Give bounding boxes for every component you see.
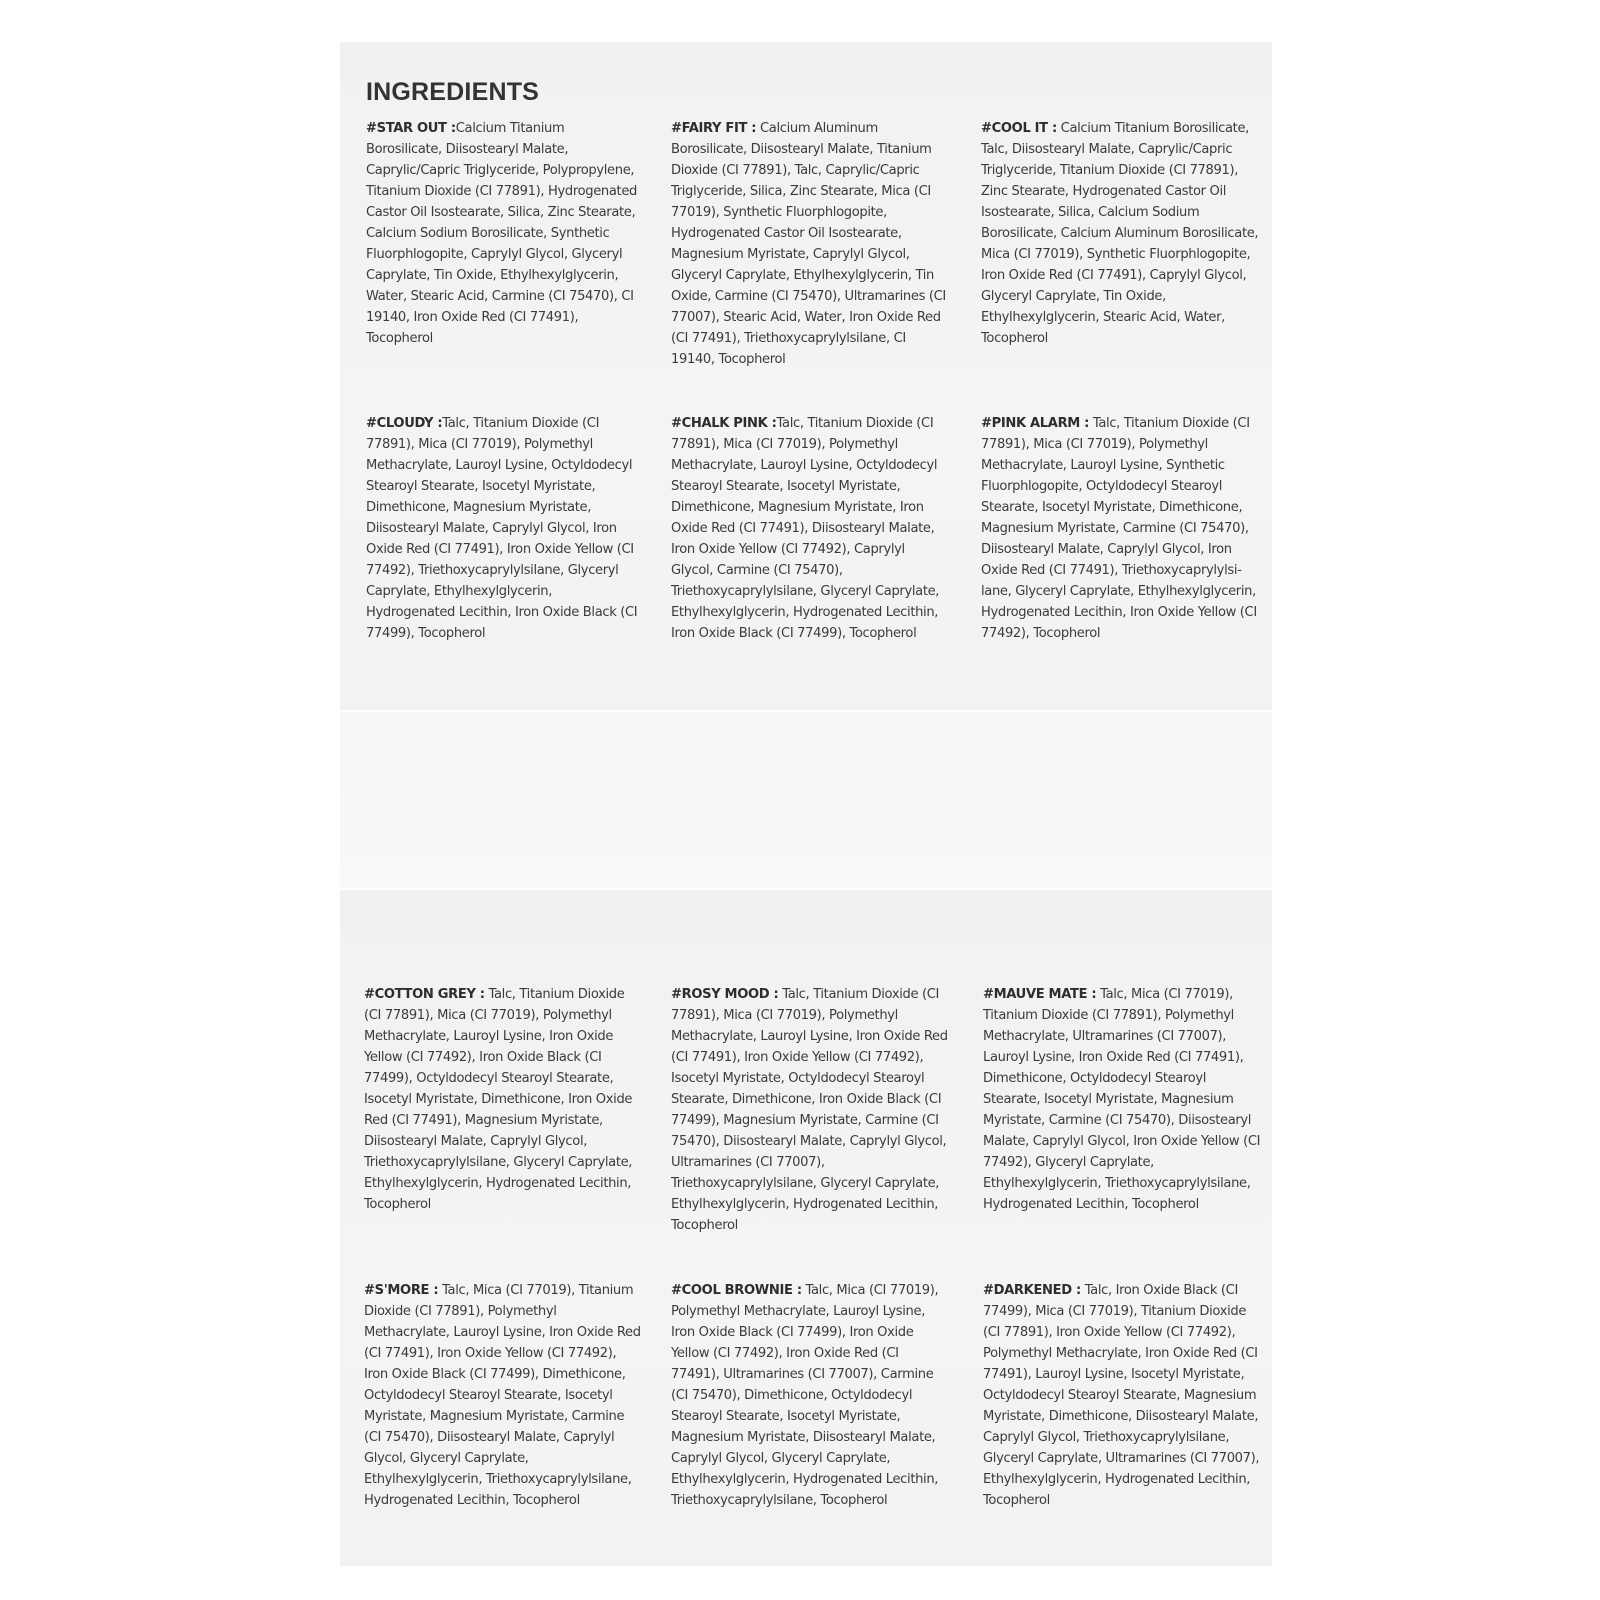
shade-name: #COOL IT : [981, 121, 1057, 136]
fold-line [338, 710, 1274, 712]
shade-entry-cool-it [981, 118, 1259, 349]
shade-entry-pink-alarm [981, 413, 1259, 644]
shade-name: #COTTON GREY : [364, 987, 485, 1002]
shade-ingredients: Talc, Titanium Dioxide (CI 77891), Mica (CI 77019), Polymethyl Methacrylate, Lauroyl Lysine, Iron Oxide Yellow (CI 77492), Iron Oxide Black (CI 77499), Octyldodecyl Stearoyl Stearate, Isocetyl Myristate, Dimethicone, Iron Oxide Red (CI 77491), Magnesium Myristate, Diisostearyl Malate, Caprylyl Glycol, Triethoxycaprylylsilane, Glyceryl Caprylate, Ethylhexylglycerin, Hydrogenated Lecithin, Tocopherol [364, 987, 633, 1212]
shade-entry-cotton-grey [364, 984, 642, 1215]
shade-entry-smore [364, 1280, 642, 1511]
shade-name: #PINK ALARM : [981, 416, 1090, 431]
shade-ingredients: Talc, Mica (CI 77019), Titanium Dioxide (CI 77891), Polymethyl Methacrylate, Lauroyl Lysine, Iron Oxide Red (CI 77491), Iron Oxide Yellow (CI 77492), Iron Oxide Black (CI 77499), Dimethicone, Octyldodecyl Stearoyl Stearate, Isocetyl Myristate, Magnesium Myristate, Carmine (CI 75470), Diisostearyl Malate, Caprylyl Glycol, Glyceryl Caprylate, Ethylhexylglycerin, Triethoxycaprylylsilane, Hydrogenated Lecithin, Tocopherol [364, 1283, 641, 1508]
shade-name: #DARKENED : [983, 1283, 1081, 1298]
shade-name: #COOL BROWNIE : [671, 1283, 802, 1298]
shade-ingredients: Talc, Mica (CI 77019), Titanium Dioxide (CI 77891), Polymethyl Methacrylate, Ultramarines (CI 77007), Lauroyl Lysine, Iron Oxide Red (CI 77491), Dimethicone, Octyldodecyl Stearoyl Stearate, Isocetyl Myristate, Magnesium Myristate, Carmine (CI 75470), Diisostearyl Malate, Caprylyl Glycol, Iron Oxide Yellow (CI 77492), Glyceryl Caprylate, Ethylhexylglycerin, Triethoxycaprylylsilane, Hydrogenated Lecithin, Tocopherol [983, 987, 1261, 1212]
fold-line [338, 888, 1274, 890]
shade-name: #CLOUDY : [366, 416, 443, 431]
shade-entry-star-out [366, 118, 644, 349]
shade-entry-cloudy [366, 413, 644, 644]
shade-entry-chalk-pink [671, 413, 949, 644]
shade-ingredients: Talc, Titanium Dioxide (CI 77891), Mica (CI 77019), Polymethyl Methacrylate, Lauroyl Lysine, Synthetic Fluorphlogopite, Octyldodecyl Stearoyl Stearate, Isocetyl Myristate, Dimethicone, Magnesium Myristate, Carmine (CI 75470), Diisostearyl Malate, Caprylyl Glycol, Iron Oxide Red (CI 77491), Triethoxycaprylylsi-lane, Glyceryl Caprylate, Ethylhexylglycerin, Hydrogenated Lecithin, Iron Oxide Yellow (CI 77492), Tocopherol [981, 416, 1257, 641]
shade-name: #STAR OUT : [366, 121, 456, 136]
shade-name: #ROSY MOOD : [671, 987, 779, 1002]
shade-name: #S'MORE : [364, 1283, 439, 1298]
shade-ingredients: Calcium Titanium Borosilicate, Talc, Diisostearyl Malate, Caprylic/Capric Triglyceride, Titanium Dioxide (CI 77891), Zinc Stearate, Hydrogenated Castor Oil Isostearate, Silica, Calcium Sodium Borosilicate, Calcium Aluminum Borosilicate, Mica (CI 77019), Synthetic Fluorphlogopite, Iron Oxide Red (CI 77491), Caprylyl Glycol, Glyceryl Caprylate, Tin Oxide, Ethylhexylglycerin, Stearic Acid, Water, Tocopherol [981, 121, 1259, 346]
shade-ingredients: Talc, Titanium Dioxide (CI 77891), Mica (CI 77019), Polymethyl Methacrylate, Lauroyl Lysine, Octyldodecyl Stearoyl Stearate, Isocetyl Myristate, Dimethicone, Magnesium Myristate, Iron Oxide Red (CI 77491), Diisostearyl Malate, Iron Oxide Yellow (CI 77492), Caprylyl Glycol, Carmine (CI 75470), Triethoxycaprylylsilane, Glyceryl Caprylate, Ethylhexylglycerin, Hydrogenated Lecithin, Iron Oxide Black (CI 77499), Tocopherol [671, 416, 940, 641]
shade-ingredients: Talc, Titanium Dioxide (CI 77891), Mica (CI 77019), Polymethyl Methacrylate, Lauroyl Lysine, Iron Oxide Red (CI 77491), Iron Oxide Yellow (CI 77492), Isocetyl Myristate, Octyldodecyl Stearoyl Stearate, Dimethicone, Iron Oxide Black (CI 77499), Magnesium Myristate, Carmine (CI 75470), Diisostearyl Malate, Caprylyl Glycol, Ultramarines (CI 77007), Triethoxycaprylylsilane, Glyceryl Caprylate, Ethylhexylglycerin, Hydrogenated Lecithin, Tocopherol [671, 987, 948, 1233]
shade-entry-rosy-mood [671, 984, 949, 1236]
shade-name: #CHALK PINK : [671, 416, 777, 431]
shade-ingredients: Calcium Aluminum Borosilicate, Diisostearyl Malate, Titanium Dioxide (CI 77891), Talc, Caprylic/Capric Triglyceride, Silica, Zinc Stearate, Mica (CI 77019), Synthetic Fluorphlogopite, Hydrogenated Castor Oil Isostearate, Magnesium Myristate, Caprylyl Glycol, Glyceryl Caprylate, Ethylhexylglycerin, Tin Oxide, Carmine (CI 75470), Ultramarines (CI 77007), Stearic Acid, Water, Iron Oxide Red (CI 77491), Triethoxycaprylylsilane, CI 19140, Tocopherol [671, 121, 946, 367]
sheet-panel-middle [340, 712, 1272, 888]
shade-ingredients: Talc, Mica (CI 77019), Polymethyl Methacrylate, Lauroyl Lysine, Iron Oxide Black (CI 77499), Iron Oxide Yellow (CI 77492), Iron Oxide Red (CI 77491), Ultramarines (CI 77007), Carmine (CI 75470), Dimethicone, Octyldodecyl Stearoyl Stearate, Isocetyl Myristate, Magnesium Myristate, Diisostearyl Malate, Caprylyl Glycol, Glyceryl Caprylate, Ethylhexylglycerin, Hydrogenated Lecithin, Triethoxycaprylylsilane, Tocopherol [671, 1283, 939, 1508]
shade-name: #MAUVE MATE : [983, 987, 1097, 1002]
shade-ingredients: Talc, Titanium Dioxide (CI 77891), Mica (CI 77019), Polymethyl Methacrylate, Lauroyl Lysine, Octyldodecyl Stearoyl Stearate, Isocetyl Myristate, Dimethicone, Magnesium Myristate, Diisostearyl Malate, Caprylyl Glycol, Iron Oxide Red (CI 77491), Iron Oxide Yellow (CI 77492), Triethoxycaprylylsilane, Glyceryl Caprylate, Ethylhexylglycerin, Hydrogenated Lecithin, Iron Oxide Black (CI 77499), Tocopherol [366, 416, 638, 641]
shade-ingredients: Calcium Titanium Borosilicate, Diisostearyl Malate, Caprylic/Capric Triglyceride, Polypropylene, Titanium Dioxide (CI 77891), Hydrogenated Castor Oil Isostearate, Silica, Zinc Stearate, Calcium Sodium Borosilicate, Synthetic Fluorphlogopite, Caprylyl Glycol, Glyceryl Caprylate, Tin Oxide, Ethylhexylglycerin, Water, Stearic Acid, Carmine (CI 75470), CI 19140, Iron Oxide Red (CI 77491), Tocopherol [366, 121, 638, 346]
shade-entry-cool-brownie [671, 1280, 949, 1511]
shade-ingredients: Talc, Iron Oxide Black (CI 77499), Mica (CI 77019), Titanium Dioxide (CI 77891), Iron Oxide Yellow (CI 77492), Polymethyl Methacrylate, Iron Oxide Red (CI 77491), Lauroyl Lysine, Isocetyl Myristate, Octyldodecyl Stearoyl Stearate, Magnesium Myristate, Dimethicone, Diisostearyl Malate, Caprylyl Glycol, Triethoxycaprylylsilane, Glyceryl Caprylate, Ultramarines (CI 77007), Ethylhexylglycerin, Hydrogenated Lecithin, Tocopherol [983, 1283, 1260, 1508]
page-title: INGREDIENTS [366, 78, 540, 106]
shade-entry-fairy-fit [671, 118, 949, 370]
shade-name: #FAIRY FIT : [671, 121, 757, 136]
shade-entry-darkened [983, 1280, 1261, 1511]
shade-entry-mauve-mate [983, 984, 1261, 1215]
